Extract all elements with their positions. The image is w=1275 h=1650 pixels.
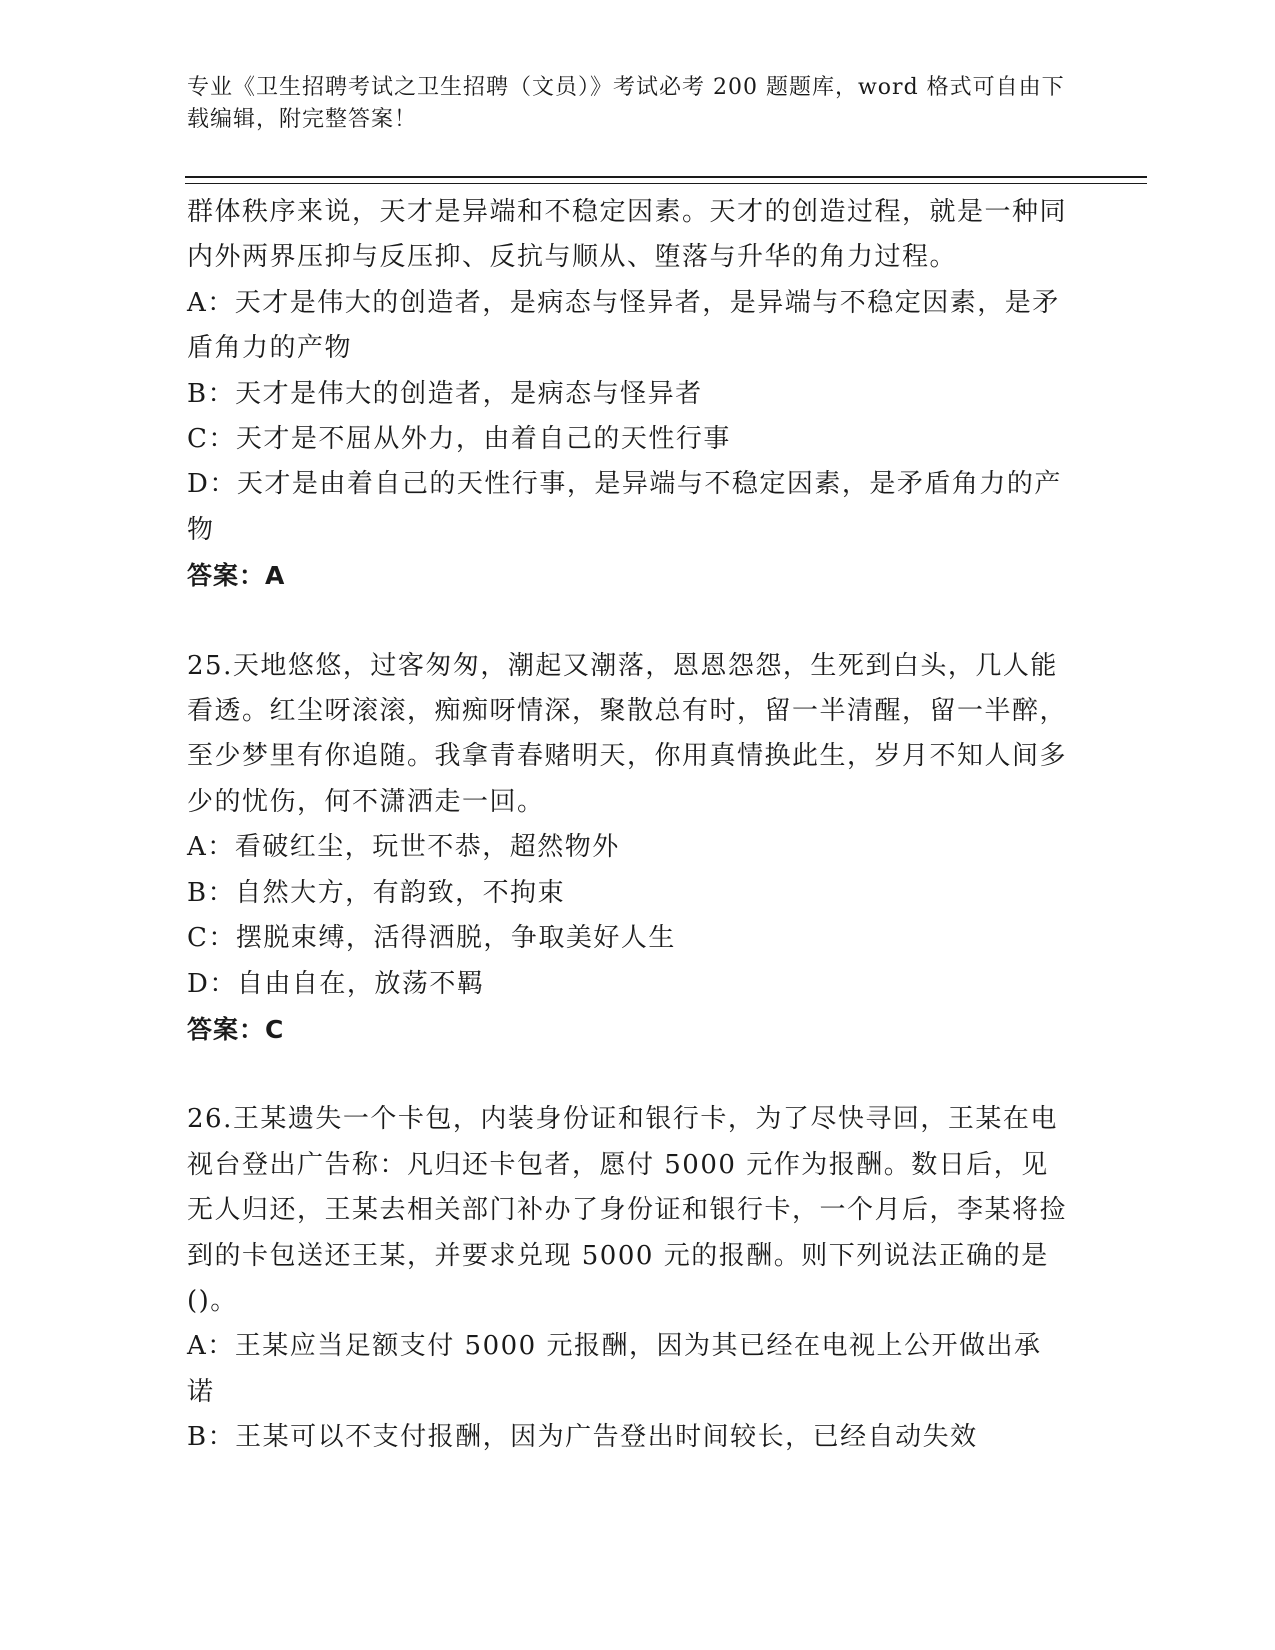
- question-24-option-b: B：天才是伟大的创造者，是病态与怪异者: [187, 378, 703, 409]
- question-25-option-c: C：摆脱束缚，活得洒脱，争取美好人生: [187, 923, 676, 954]
- question-25-stem: 25.天地悠悠，过客匆匆，潮起又潮落，恩恩怨怨，生死到白头，几人能看透。红尘呀滚滚，痴痴呀情深，聚散总有时，留一半清醒，留一半醉，至少梦里有你追随。我拿青春赌明天，你用真情换此生，岁月不知人间多少的忧伤，何不潇洒走一回。: [187, 650, 1068, 817]
- question-24-option-c: C：天才是不屈从外力，由着自己的天性行事: [187, 424, 731, 455]
- question-24-stem-continued: 群体秩序来说，天才是异端和不稳定因素。天才的创造过程，就是一种同内外两界压抑与反压抑、反抗与顺从、堕落与升华的角力过程。: [187, 197, 1068, 273]
- header-divider: [185, 176, 1147, 184]
- question-24: [187, 190, 1067, 599]
- question-25-option-d: D：自由自在，放荡不羁: [187, 968, 485, 999]
- page-header: 专业《卫生招聘考试之卫生招聘（文员）》考试必考 200 题题库，word 格式可自由下载编辑，附完整答案！: [187, 75, 1065, 132]
- question-25-option-a: A：看破红尘，玩世不恭，超然物外: [187, 832, 620, 863]
- question-24-option-a: A：天才是伟大的创造者，是病态与怪异者，是异端与不稳定因素，是矛盾角力的产物: [187, 287, 1060, 364]
- question-24-answer: 答案：A: [187, 561, 286, 591]
- question-26-option-b: B：王某可以不支付报酬，因为广告登出时间较长，已经自动失效: [187, 1422, 978, 1453]
- question-25: [187, 644, 1067, 1053]
- question-26-option-a: A：王某应当足额支付 5000 元报酬，因为其已经在电视上公开做出承诺: [187, 1331, 1042, 1407]
- question-26-stem: 26.王某遗失一个卡包，内装身份证和银行卡，为了尽快寻回，王某在电视台登出广告称：凡归还卡包者，愿付 5000 元作为报酬。数日后，见无人归还，王某去相关部门补办了身份证和银行卡，一个月后，李某将捡到的卡包送还王某，并要求兑现 5000 元的报酬。则下列说法正确的是()。: [187, 1104, 1068, 1316]
- question-25-option-b: B：自然大方，有韵致，不拘束: [187, 877, 566, 908]
- document-body: [187, 190, 1067, 1461]
- question-25-answer: 答案：C: [187, 1014, 285, 1044]
- question-24-option-d: D：天才是由着自己的天性行事，是异端与不稳定因素，是矛盾角力的产物: [187, 469, 1062, 545]
- question-26: [187, 1097, 1067, 1460]
- spacer: [187, 599, 1067, 644]
- spacer: [187, 1052, 1067, 1097]
